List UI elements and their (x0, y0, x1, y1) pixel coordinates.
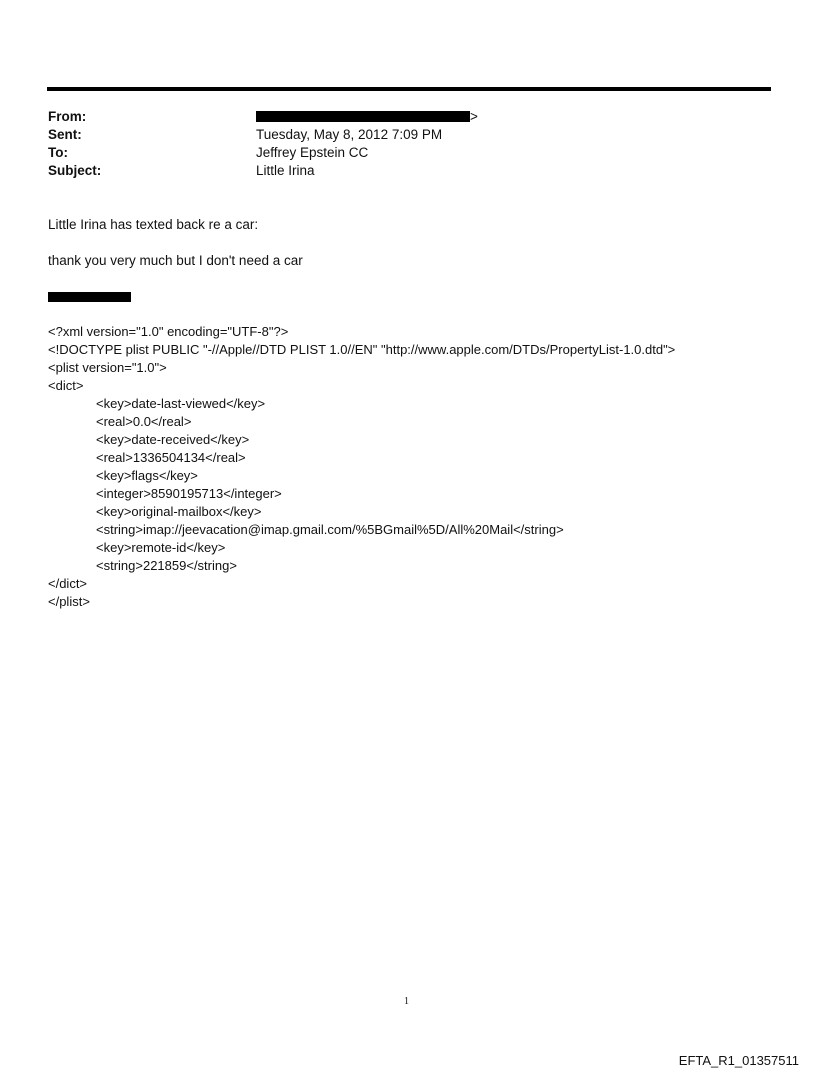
xml-entry: <string>imap://jeevacation@imap.gmail.com/%5BGmail%5D/All%20Mail</string> (96, 522, 564, 537)
redacted-signature (48, 292, 131, 302)
to-label: To: (48, 145, 68, 160)
subject-value: Little Irina (256, 163, 315, 178)
subject-label: Subject: (48, 163, 102, 178)
sent-label: Sent: (48, 127, 82, 142)
body-line-2: thank you very much but I don't need a car (48, 253, 303, 268)
body-line-1: Little Irina has texted back re a car: (48, 217, 259, 232)
sent-value: Tuesday, May 8, 2012 7:09 PM (256, 127, 443, 142)
xml-entry: <real>1336504134</real> (96, 450, 246, 465)
document-id: EFTA_R1_01357511 (678, 1053, 799, 1068)
xml-declaration: <?xml version="1.0" encoding="UTF-8"?> (48, 324, 289, 339)
xml-entry: <key>date-received</key> (96, 432, 250, 447)
from-label: From: (48, 109, 87, 124)
xml-dict-open: <dict> (48, 378, 84, 393)
xml-entry: <string>221859</string> (96, 558, 237, 573)
xml-dict-close: </dict> (48, 576, 88, 591)
redacted-sender (256, 111, 470, 122)
xml-plist-close: </plist> (48, 594, 90, 609)
xml-entry: <integer>8590195713</integer> (96, 486, 282, 501)
header-rule (47, 87, 771, 91)
from-tail: > (470, 109, 478, 124)
xml-entry: <key>flags</key> (96, 468, 198, 483)
xml-entry: <key>original-mailbox</key> (96, 504, 262, 519)
from-value (256, 108, 478, 126)
page-number: 1 (404, 996, 409, 1007)
xml-entry: <key>date-last-viewed</key> (96, 396, 266, 411)
to-value: Jeffrey Epstein CC (256, 145, 369, 160)
xml-plist-open: <plist version="1.0"> (48, 360, 167, 375)
xml-entry: <real>0.0</real> (96, 414, 192, 429)
xml-entry: <key>remote-id</key> (96, 540, 226, 555)
xml-doctype: <!DOCTYPE plist PUBLIC "-//Apple//DTD PLIST 1.0//EN" "http://www.apple.com/DTDs/PropertyList-1.0.dtd"> (48, 342, 676, 357)
